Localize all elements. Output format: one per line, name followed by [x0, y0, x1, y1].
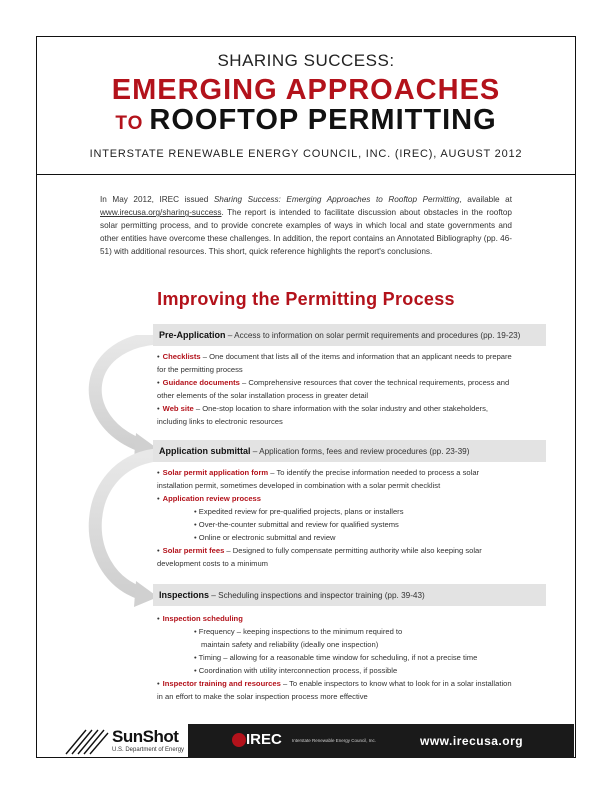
- list-item: • Inspection scheduling: [157, 614, 243, 623]
- application-title: Application submittal: [159, 446, 251, 456]
- pre-application-title: Pre-Application: [159, 330, 226, 340]
- intro-paragraph: [100, 193, 512, 258]
- guidance-documents-label: Guidance documents: [162, 378, 240, 387]
- list-item-cont: in an effort to make the solar inspection process more effective: [157, 692, 368, 701]
- list-item: • Web site – One-stop location to share information with the solar industry and other stakeholders,: [157, 404, 488, 413]
- list-item-cont: development costs to a minimum: [157, 559, 268, 568]
- pre-application-list: [157, 350, 546, 428]
- list-item: • Solar permit fees – Designed to fully compensate permitting authority while also keeping solar: [157, 546, 482, 555]
- list-item: • Guidance documents – Comprehensive resources that cover the technical requirements, process and: [157, 378, 510, 387]
- pre-application-desc: – Access to information on solar permit requirements and procedures (pp. 19-23): [225, 331, 521, 340]
- sub-item-text: Over-the-counter submittal and review for qualified systems: [198, 520, 399, 529]
- sub-item-cont: maintain safety and reliability (ideally one inspection): [201, 640, 379, 649]
- list-item: • Solar permit application form – To identify the precise information needed to process a solar: [157, 468, 480, 477]
- list-item-cont: other elements of the solar installation process in greater detail: [157, 391, 369, 400]
- inspections-list: [157, 612, 546, 703]
- header-byline: INTERSTATE RENEWABLE ENERGY COUNCIL, INC. (IREC), AUGUST 2012: [89, 148, 523, 160]
- header-title-line1: EMERGING APPROACHES: [111, 74, 501, 106]
- permit-fees-label: Solar permit fees: [162, 546, 225, 555]
- irec-logo-icon: [232, 733, 246, 747]
- list-item: • Application review process: [157, 494, 262, 503]
- irec-subtitle: Interstate Renewable Energy Council, Inc.: [292, 738, 377, 743]
- application-desc: – Application forms, fees and review procedures (pp. 23-39): [250, 447, 470, 456]
- web-site-label: Web site: [162, 404, 194, 413]
- inspector-training-label: Inspector training and resources: [162, 679, 281, 688]
- sunshot-subtitle: U.S. Department of Energy: [112, 747, 185, 753]
- intro-link[interactable]: www.irecusa.org/sharing-success: [100, 208, 222, 218]
- inspections-desc: – Scheduling inspections and inspector training (pp. 39-43): [209, 591, 425, 600]
- footer-website-link[interactable]: www.irecusa.org: [420, 734, 524, 748]
- list-item-text: – To identify the precise information needed to process a solar: [268, 468, 480, 477]
- sub-item-text: Frequency – keeping inspections to the minimum required to: [198, 627, 403, 636]
- inspection-scheduling-label: Inspection scheduling: [162, 614, 243, 623]
- sub-item: • Over-the-counter submittal and review for qualified systems: [194, 520, 399, 529]
- sub-item-text: Online or electronic submittal and review: [198, 533, 336, 542]
- application-list: [157, 466, 546, 570]
- intro-text-1: In May 2012, IREC issued: [100, 195, 214, 204]
- sunshot-wordmark: SunShot: [112, 727, 179, 746]
- list-item: • Checklists – One document that lists all of the items and information that an applicant needs to prepare: [157, 352, 512, 361]
- sub-item: • Expedited review for pre-qualified projects, plans or installers: [194, 507, 404, 516]
- list-item: • Inspector training and resources – To enable inspectors to know what to look for in a solar installation: [157, 679, 512, 688]
- header: [37, 37, 575, 175]
- list-item-cont: installation permit, sometimes developed in combination with a solar permit checklist: [157, 481, 441, 490]
- sub-item: • Online or electronic submittal and review: [194, 533, 336, 542]
- list-item-text: – One-stop location to share information with the solar industry and other stakeholders,: [193, 404, 488, 413]
- sub-item-text: Timing – allowing for a reasonable time window for scheduling, if not a precise time: [198, 653, 478, 662]
- list-item-text: – To enable inspectors to know what to look for in a solar installation: [280, 679, 512, 688]
- list-item-text: – One document that lists all of the items and information that an applicant needs to prepare: [200, 352, 512, 361]
- application-bar: [153, 440, 546, 462]
- pre-application-bar: [153, 324, 546, 346]
- header-title-line2-text: ROOFTOP PERMITTING: [149, 104, 497, 136]
- intro-text-2: , available at: [459, 195, 512, 204]
- header-to: TO: [115, 113, 144, 134]
- list-item-cont: including links to electronic resources: [157, 417, 283, 426]
- intro-text-3: . The report is intended to facilitate discussion about obstacles in the rooftop solar permitting process, and to provide concrete examples of ways in which local and state governments and other entities have overcome these challenges. In addition, the report contains an Annotated Bibliography (pp. 46-51) with additional resources. This short, quick reference highlights the report's conclusions.: [100, 208, 512, 257]
- intro-report-title: Sharing Success: Emerging Approaches to Rooftop Permitting: [213, 195, 460, 204]
- permit-form-label: Solar permit application form: [162, 468, 269, 477]
- sub-item: • Coordination with utility interconnection process, if possible: [194, 666, 398, 675]
- inspections-bar: [153, 584, 546, 606]
- sub-item: • Timing – allowing for a reasonable time window for scheduling, if not a precise time: [194, 653, 478, 662]
- review-process-label: Application review process: [162, 494, 262, 503]
- section-title: Improving the Permitting Process: [157, 289, 455, 309]
- list-item-cont: for the permitting process: [157, 365, 243, 374]
- header-kicker: SHARING SUCCESS:: [217, 51, 395, 70]
- sub-item: • Frequency – keeping inspections to the minimum required to: [194, 627, 403, 636]
- inspections-title: Inspections: [159, 590, 210, 600]
- irec-wordmark: IREC: [246, 731, 282, 748]
- checklists-label: Checklists: [162, 352, 201, 361]
- sub-item-text: Coordination with utility interconnection process, if possible: [198, 666, 398, 675]
- sub-item-text: Expedited review for pre-qualified projects, plans or installers: [198, 507, 404, 516]
- list-item-text: – Designed to fully compensate permitting authority while also keeping solar: [224, 546, 482, 555]
- list-item-text: – Comprehensive resources that cover the technical requirements, process and: [239, 378, 510, 387]
- header-title-line2: [37, 104, 575, 137]
